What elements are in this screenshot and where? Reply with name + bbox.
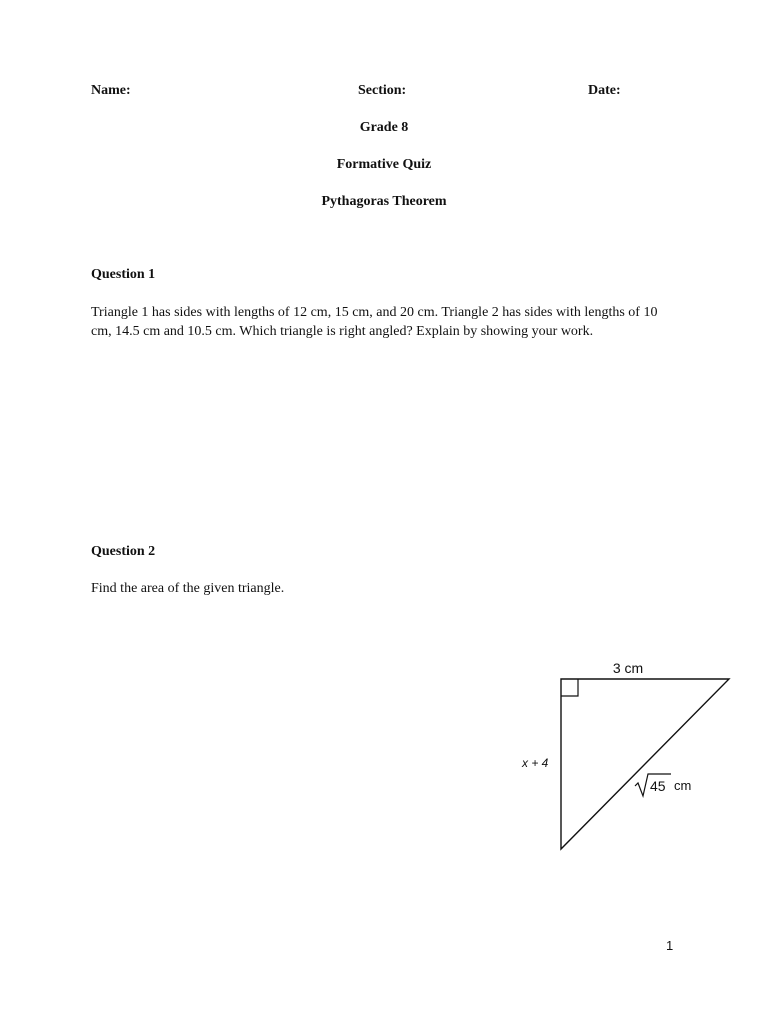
right-angle-marker	[561, 679, 578, 696]
grade-title: Grade 8	[359, 120, 409, 135]
question-2-heading: Question 2	[91, 544, 156, 559]
question-2-text: Find the area of the given triangle.	[91, 581, 285, 596]
hypotenuse-radicand: 45	[650, 778, 666, 794]
name-label: Name:	[91, 83, 131, 98]
hypotenuse-unit: cm	[674, 778, 692, 793]
page-number: 1	[666, 938, 674, 953]
quiz-type-title: Formative Quiz	[336, 157, 432, 172]
top-side-label: 3 cm	[612, 660, 644, 676]
left-side-label: x + 4	[522, 756, 549, 770]
right-triangle-figure	[500, 650, 750, 860]
triangle-outline	[561, 679, 729, 849]
question-1-heading: Question 1	[91, 267, 156, 282]
date-label: Date:	[588, 83, 621, 98]
topic-title: Pythagoras Theorem	[321, 194, 447, 209]
hypotenuse-label	[635, 774, 691, 796]
section-label: Section:	[358, 83, 407, 98]
question-1-text: Triangle 1 has sides with lengths of 12 cm, 15 cm, and 20 cm. Triangle 2 has sides with lengths of 10 cm, 14.5 cm and 10.5 cm. Which triangle is right angled? Explain by showing your work.	[91, 305, 658, 339]
